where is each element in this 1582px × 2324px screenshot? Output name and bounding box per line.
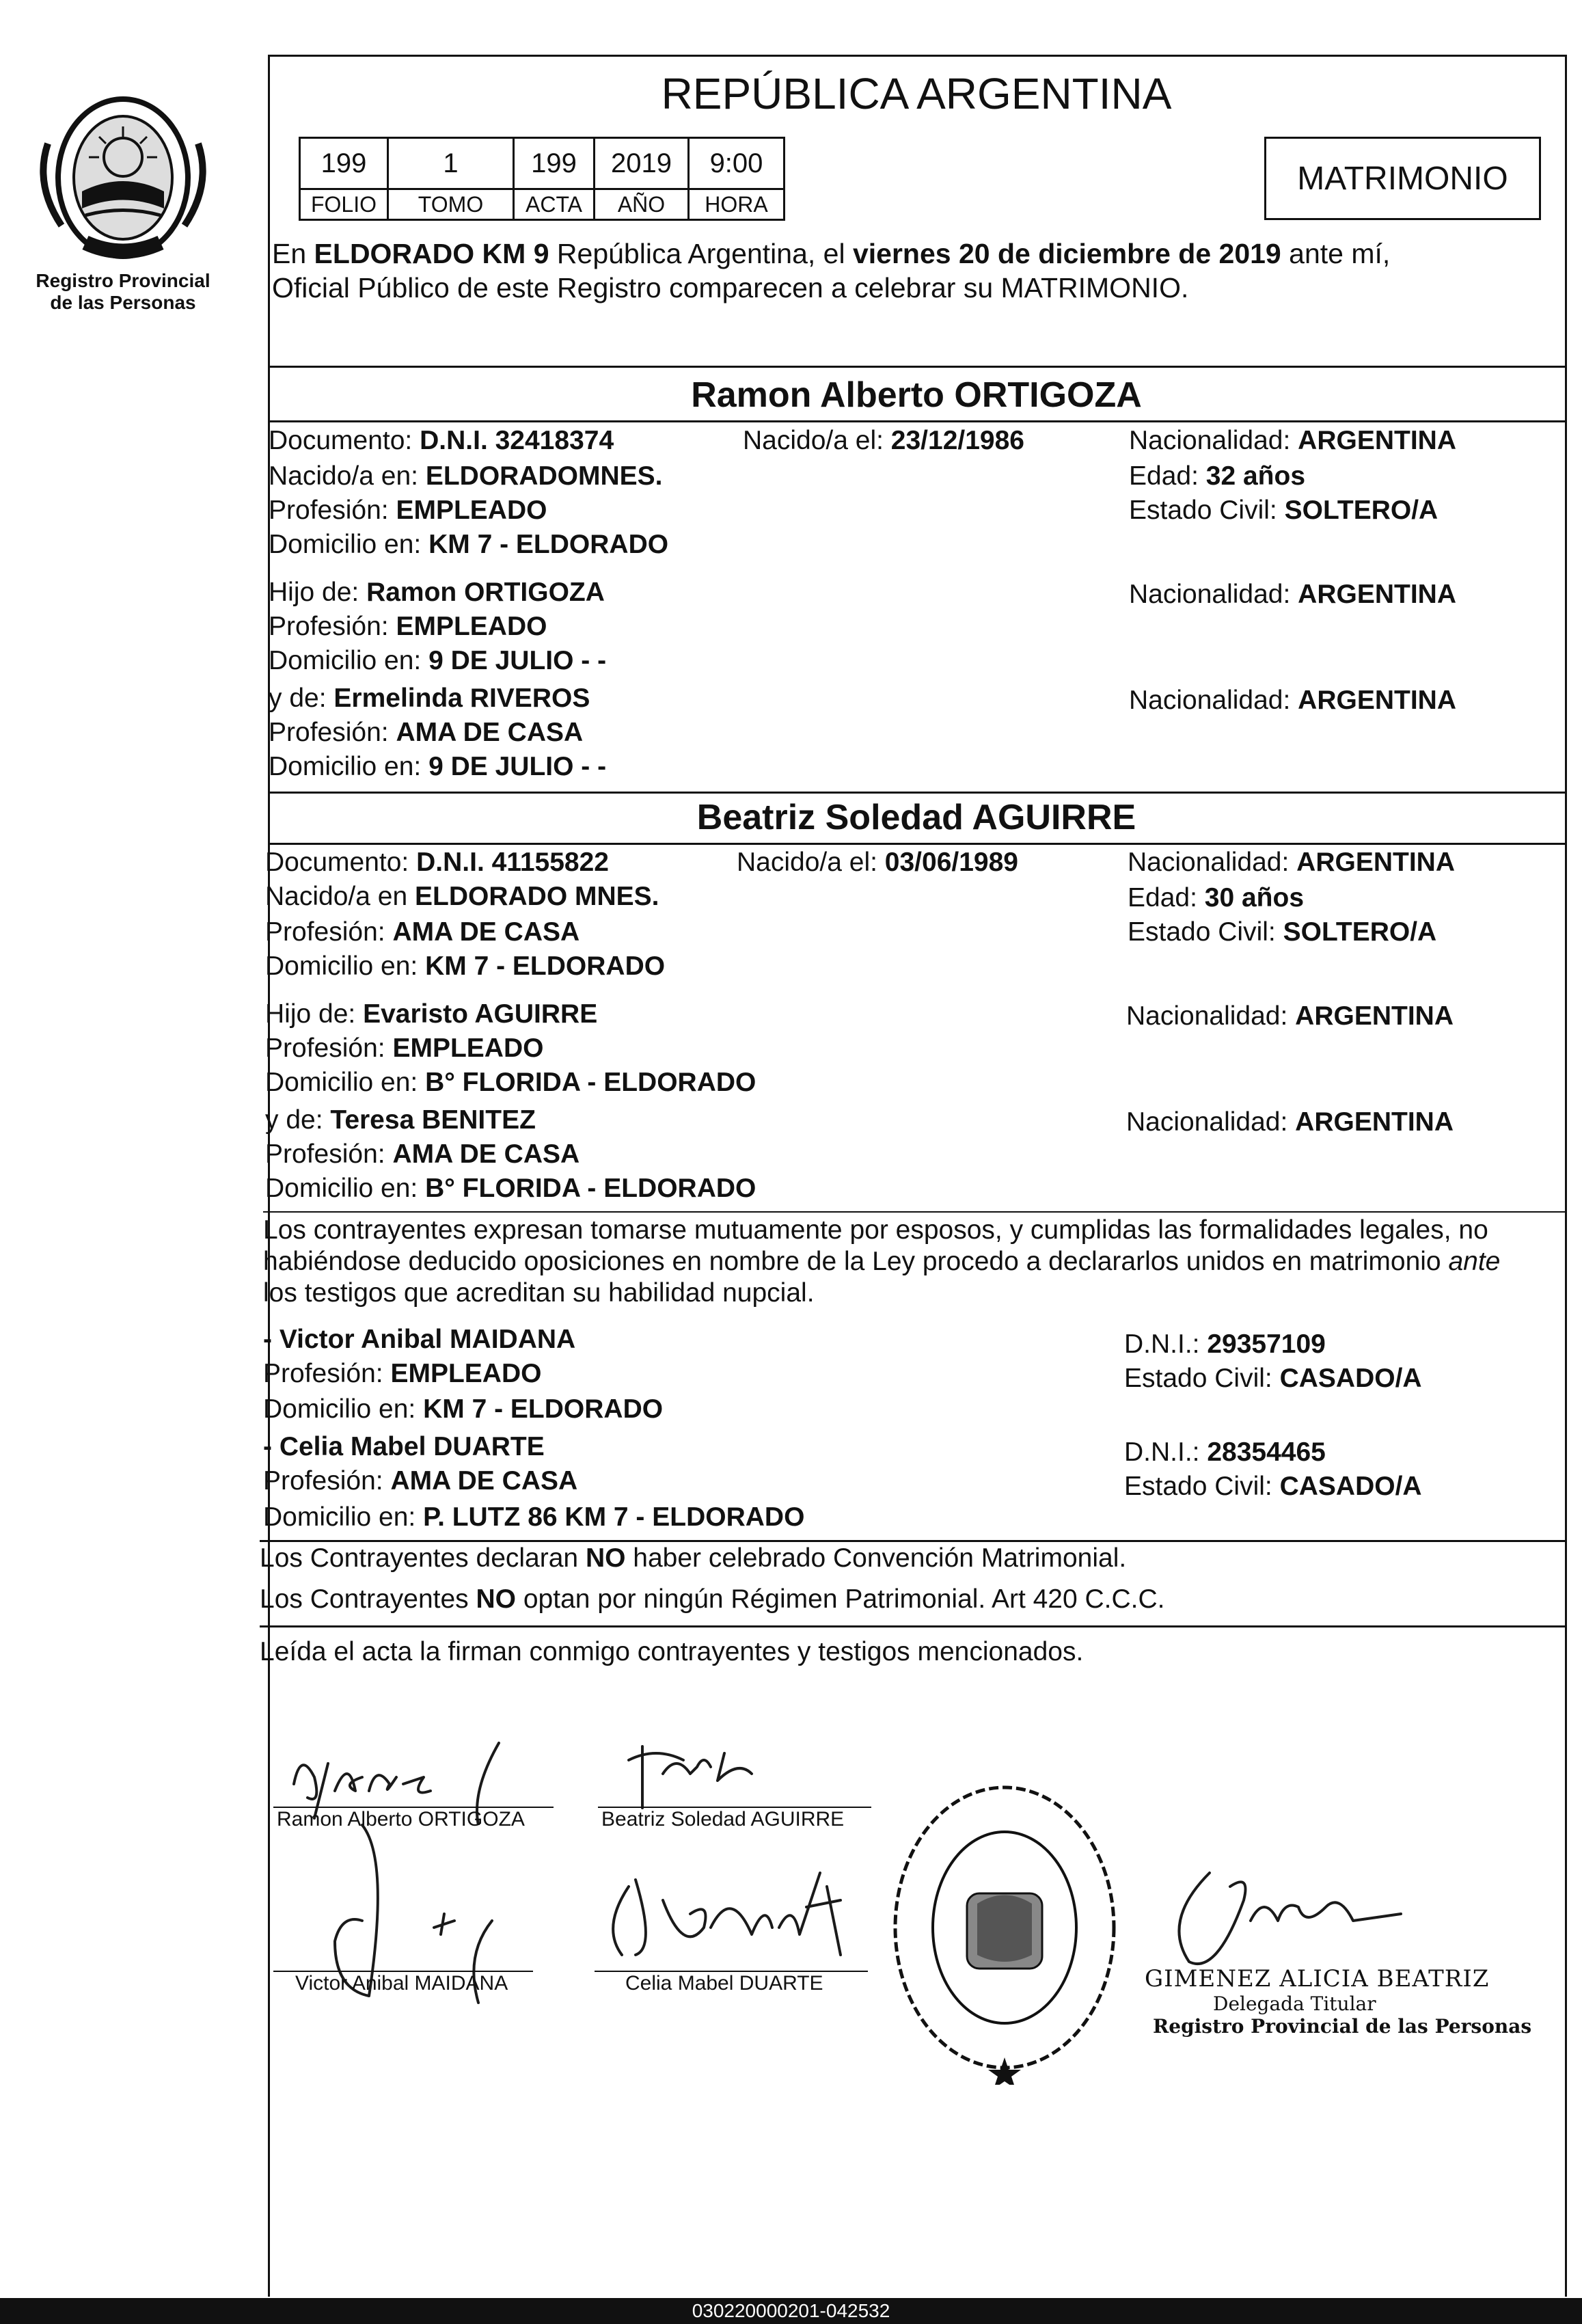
divider [268, 420, 1567, 422]
divider [260, 1625, 1567, 1627]
official-seal-icon [882, 1770, 1128, 2085]
footer-bar [0, 2298, 1582, 2324]
witness-2-profession: Profesión: AMA DE CASA [263, 1466, 578, 1496]
groom-mother-address: Domicilio en: 9 DE JULIO - - [269, 752, 607, 781]
official-title: Delegada Titular [1213, 1992, 1376, 2015]
bride-father-nationality: Nacionalidad: ARGENTINA [1126, 1001, 1454, 1031]
groom-nationality: Nacionalidad: ARGENTINA [1129, 426, 1457, 455]
field-label-hora: HORA [687, 188, 785, 221]
bride-father-address: Domicilio en: B° FLORIDA - ELDORADO [265, 1068, 756, 1097]
bride-name-header: Beatriz Soledad AGUIRRE [696, 798, 1136, 837]
witness-1-name: - Victor Anibal MAIDANA [263, 1325, 576, 1354]
witness-1-signature-label: Victor Anibal MAIDANA [295, 1972, 508, 1995]
declaration-line-2: habiéndose deducido oposiciones en nombre de la Ley procedo a declararlos unidos en matrimonio ante [263, 1247, 1501, 1276]
closing-statement: Leída el acta la firman conmigo contrayentes y testigos mencionados. [260, 1637, 1084, 1666]
bride-signature-label: Beatriz Soledad AGUIRRE [601, 1808, 845, 1830]
witness-1-civil-status: Estado Civil: CASADO/A [1124, 1364, 1422, 1393]
witness-1-address: Domicilio en: KM 7 - ELDORADO [263, 1394, 664, 1424]
divider [268, 792, 1567, 794]
bride-address: Domicilio en: KM 7 - ELDORADO [265, 951, 666, 981]
groom-name-header: Ramon Alberto ORTIGOZA [691, 375, 1142, 415]
field-value-tomo: 1 [387, 137, 515, 190]
groom-birthdate: Nacido/a el: 23/12/1986 [743, 426, 1024, 455]
divider [268, 366, 1567, 368]
groom-documento: Documento: D.N.I. 32418374 [269, 426, 614, 455]
field-value-acta: 199 [513, 137, 595, 190]
declaration-line-3: los testigos que acreditan su habilidad nupcial. [263, 1278, 815, 1308]
bride-civil-status: Estado Civil: SOLTERO/A [1128, 917, 1437, 947]
groom-father-profession: Profesión: EMPLEADO [269, 612, 547, 641]
logo-block [21, 89, 226, 314]
field-label-año: AÑO [593, 188, 690, 221]
groom-father-address: Domicilio en: 9 DE JULIO - - [269, 646, 607, 675]
groom-civil-status: Estado Civil: SOLTERO/A [1129, 496, 1438, 525]
field-value-folio: 199 [299, 137, 389, 190]
divider [263, 1211, 1567, 1213]
record-type-box: MATRIMONIO [1264, 137, 1541, 220]
intro-line-1: En ELDORADO KM 9 República Argentina, el viernes 20 de diciembre de 2019 ante mí, [272, 238, 1391, 269]
bride-nationality: Nacionalidad: ARGENTINA [1128, 848, 1456, 877]
bride-father-profession: Profesión: EMPLEADO [265, 1033, 544, 1063]
country-title: REPÚBLICA ARGENTINA [661, 69, 1172, 118]
groom-mother-profession: Profesión: AMA DE CASA [269, 718, 584, 747]
bride-age: Edad: 30 años [1128, 883, 1305, 913]
official-stamp [1145, 1965, 1531, 2038]
field-value-hora: 9:00 [687, 137, 785, 190]
official-name: GIMENEZ ALICIA BEATRIZ [1145, 1965, 1490, 1992]
declaration-line-1: Los contrayentes expresan tomarse mutuamente por esposos, y cumplidas las formalidades legales, no [263, 1215, 1488, 1245]
regime-line-1: Los Contrayentes declaran NO haber celebrado Convención Matrimonial. [260, 1543, 1127, 1573]
groom-birthplace: Nacido/a en: ELDORADOMNES. [269, 461, 663, 491]
groom-profession: Profesión: EMPLEADO [269, 496, 547, 525]
witness-2-signature-label: Celia Mabel DUARTE [625, 1972, 823, 1995]
field-label-folio: FOLIO [299, 188, 389, 221]
witness-2-dni: D.N.I.: 28354465 [1124, 1437, 1326, 1467]
divider [260, 1540, 1567, 1542]
footer-code: 030220000201-042532 [692, 2300, 890, 2321]
intro-line-2: Oficial Público de este Registro comparecen a celebrar su MATRIMONIO. [272, 272, 1189, 303]
bride-signature-icon [601, 1733, 806, 1815]
bride-profession: Profesión: AMA DE CASA [265, 917, 580, 947]
bride-mother-nationality: Nacionalidad: ARGENTINA [1126, 1107, 1454, 1137]
groom-mother-nationality: Nacionalidad: ARGENTINA [1129, 686, 1457, 715]
groom-mother: y de: Ermelinda RIVEROS [269, 684, 590, 713]
witness-1-dni: D.N.I.: 29357109 [1124, 1329, 1326, 1359]
witness-1-profession: Profesión: EMPLEADO [263, 1359, 542, 1388]
witness-2-name: - Celia Mabel DUARTE [263, 1432, 545, 1461]
regime-line-2: Los Contrayentes NO optan por ningún Régimen Patrimonial. Art 420 C.C.C. [260, 1584, 1165, 1614]
bride-father: Hijo de: Evaristo AGUIRRE [265, 999, 598, 1029]
bride-birthplace: Nacido/a en ELDORADO MNES. [265, 882, 659, 911]
field-label-acta: ACTA [513, 188, 595, 221]
bride-mother: y de: Teresa BENITEZ [265, 1105, 536, 1135]
frame-right [1565, 55, 1567, 2297]
groom-address: Domicilio en: KM 7 - ELDORADO [269, 530, 669, 559]
bride-birthdate: Nacido/a el: 03/06/1989 [737, 848, 1018, 877]
official-office: Registro Provincial de las Personas [1153, 2015, 1532, 2038]
groom-age: Edad: 32 años [1129, 461, 1306, 491]
witness-2-signature-icon [595, 1859, 868, 1969]
field-label-tomo: TOMO [387, 188, 515, 221]
groom-father: Hijo de: Ramon ORTIGOZA [269, 578, 605, 607]
witness-2-civil-status: Estado Civil: CASADO/A [1124, 1472, 1422, 1501]
bride-mother-address: Domicilio en: B° FLORIDA - ELDORADO [265, 1174, 756, 1203]
groom-signature-label: Ramon Alberto ORTIGOZA [277, 1808, 525, 1830]
bride-mother-profession: Profesión: AMA DE CASA [265, 1139, 580, 1169]
logo-caption: Registro Provincial de las Personas [36, 270, 210, 313]
frame-top [268, 55, 1567, 57]
divider [268, 843, 1567, 845]
groom-father-nationality: Nacionalidad: ARGENTINA [1129, 580, 1457, 609]
field-value-año: 2019 [593, 137, 690, 190]
province-crest-icon [21, 89, 226, 267]
bride-documento: Documento: D.N.I. 41155822 [265, 848, 609, 877]
witness-2-address: Domicilio en: P. LUTZ 86 KM 7 - ELDORADO [263, 1502, 805, 1532]
